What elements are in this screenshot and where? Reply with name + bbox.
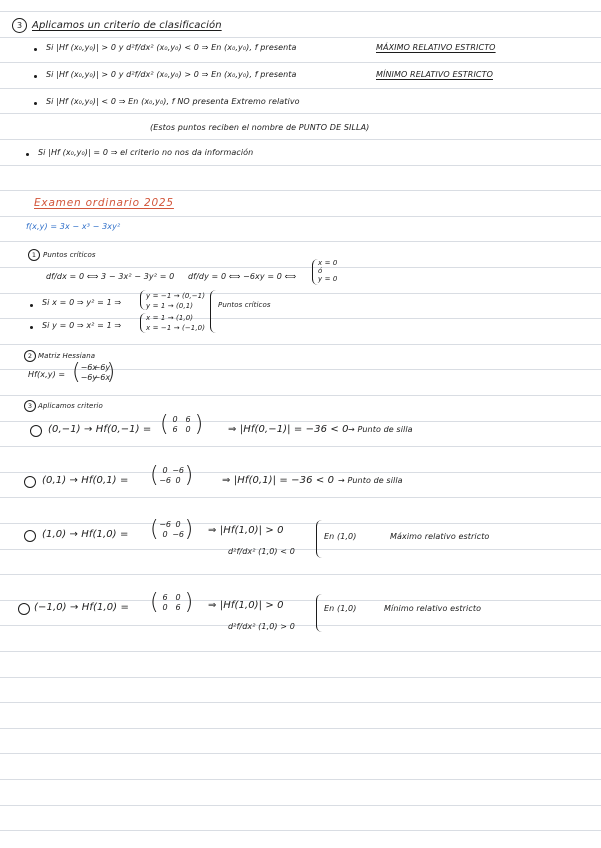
bullet [26, 153, 29, 156]
row-marker [24, 530, 36, 542]
hessian-cell: −6x [93, 373, 111, 382]
ruled-line [0, 293, 601, 294]
matrix-cell: −6 [172, 466, 184, 475]
ruled-line [0, 625, 601, 626]
row1-matrix: ( 0 6 6 0 ) [160, 412, 204, 437]
row4-matrix: ( 6 0 0 6 ) [150, 590, 194, 615]
hessian-cell: −6y [93, 363, 111, 372]
row3-at-point: En (1,0) [324, 532, 357, 541]
criterion-max-condition: Si |Hf (x₀,y₀)| > 0 y d²f/dx² (x₀,y₀) < 0 ⇒ En (x₀,y₀), f presenta [46, 43, 297, 52]
row4-point: (−1,0) → Hf(1,0) = [34, 602, 129, 613]
row2-determinant: ⇒ |Hf(0,1)| = −36 < 0 [222, 475, 335, 486]
hessian-cell: −6y [80, 373, 98, 382]
matrix-cell: −6 [159, 476, 171, 485]
matrix-cell: 6 [162, 593, 168, 602]
bullet [34, 102, 37, 105]
ruled-line [0, 523, 601, 524]
matrix-cell: 0 [175, 593, 181, 602]
function-definition: f(x,y) = 3x − x³ − 3xy² [26, 222, 121, 231]
step-number: 1 [28, 249, 40, 261]
matrix-cell: 0 [175, 476, 181, 485]
criterion-no-info: Si |Hf (x₀,y₀)| = 0 ⇒ el criterio no nos da información [38, 148, 254, 157]
ruled-line [0, 37, 601, 38]
ruled-line [0, 62, 601, 63]
bullet [30, 326, 33, 329]
row3-second-derivative: d²f/dx² (1,0) < 0 [228, 547, 295, 556]
ruled-line [0, 267, 601, 268]
row1-determinant: ⇒ |Hf(0,−1)| = −36 < 0 [228, 424, 349, 435]
critical-points-label: Puntos críticos [218, 301, 271, 309]
ruled-line [0, 472, 601, 473]
ruled-line [0, 88, 601, 89]
ruled-line [0, 421, 601, 422]
matrix-cell: 0 [162, 466, 168, 475]
system-or: ó [318, 267, 323, 275]
case-x-zero-b: y = 1 → (0,1) [146, 302, 194, 310]
ruled-line [0, 805, 601, 806]
ruled-line [0, 677, 601, 678]
step-number: 2 [24, 350, 36, 362]
step-heading: Matriz Hessiana [38, 352, 96, 360]
system-y: y = 0 [318, 275, 338, 283]
hessian-cell: −6x [80, 363, 98, 372]
ruled-line [0, 651, 601, 652]
case-x-zero: Si x = 0 ⇒ y² = 1 ⇒ [42, 298, 122, 307]
matrix-cell: 0 [162, 530, 168, 539]
criterion-min-condition: Si |Hf (x₀,y₀)| > 0 y d²f/dx² (x₀,y₀) > 0 ⇒ En (x₀,y₀), f presenta [46, 70, 297, 79]
ruled-line [0, 574, 601, 575]
criterion-saddle: Si |Hf (x₀,y₀)| < 0 ⇒ En (x₀,y₀), f NO presenta Extremo relativo [46, 97, 300, 106]
row3-matrix: ( −6 0 0 −6 ) [150, 517, 194, 542]
step-heading: Puntos críticos [43, 251, 96, 259]
row1-result: → Punto de silla [348, 425, 413, 434]
row-marker [24, 476, 36, 488]
ruled-line [0, 216, 601, 217]
partial-x-equation: df/dx = 0 ⟺ 3 − 3x² − 3y² = 0 [46, 272, 175, 281]
row2-matrix: ( 0 −6 −6 0 ) [150, 463, 194, 488]
ruled-line [0, 497, 601, 498]
matrix-cell: 0 [175, 520, 181, 529]
matrix-cell: 0 [172, 415, 178, 424]
matrix-cell: −6 [172, 530, 184, 539]
ruled-line [0, 779, 601, 780]
saddle-note: (Estos puntos reciben el nombre de PUNTO DE SILLA) [150, 123, 370, 132]
row4-result: Mínimo relativo estricto [384, 604, 482, 613]
ruled-line [0, 318, 601, 319]
matrix-cell: 6 [175, 603, 181, 612]
ruled-line [0, 549, 601, 550]
hessian-matrix: ( −6x −6y −6y −6x ) [72, 360, 116, 385]
row2-result: → Punto de silla [338, 476, 403, 485]
ruled-line [0, 830, 601, 831]
row2-point: (0,1) → Hf(0,1) = [42, 475, 129, 486]
ruled-line [0, 728, 601, 729]
row4-second-derivative: d²f/dx² (1,0) > 0 [228, 622, 295, 631]
ruled-line [0, 113, 601, 114]
criterion-min-result: MÍNIMO RELATIVO ESTRICTO [376, 70, 493, 79]
ruled-line [0, 753, 601, 754]
hessian-label: Hf(x,y) = [28, 370, 66, 379]
ruled-line [0, 600, 601, 601]
step-heading: Aplicamos criterio [38, 402, 103, 410]
row-marker [30, 425, 42, 437]
row3-determinant: ⇒ |Hf(1,0)| > 0 [208, 525, 284, 536]
exam-title: Examen ordinario 2025 [34, 197, 174, 209]
matrix-cell: −6 [159, 520, 171, 529]
ruled-line [0, 11, 601, 12]
ruled-line [0, 446, 601, 447]
bullet [30, 304, 33, 307]
row4-at-point: En (1,0) [324, 604, 357, 613]
ruled-line [0, 190, 601, 191]
matrix-cell: 0 [162, 603, 168, 612]
step-number: 3 [24, 400, 36, 412]
system-x: x = 0 [318, 259, 338, 267]
ruled-line [0, 165, 601, 166]
case-y-zero: Si y = 0 ⇒ x² = 1 ⇒ [42, 321, 122, 330]
ruled-line [0, 344, 601, 345]
partial-y-equation: df/dy = 0 ⟺ −6xy = 0 ⟺ [188, 272, 297, 281]
section-heading: Aplicamos un criterio de clasificación [32, 20, 222, 31]
row3-result: Máximo relativo estricto [390, 532, 490, 541]
bullet [34, 48, 37, 51]
critical-points-brace [210, 290, 217, 333]
ruled-line [0, 241, 601, 242]
criterion-max-result: MÁXIMO RELATIVO ESTRICTO [376, 43, 496, 52]
row4-brace [316, 594, 323, 632]
case-y-zero-a: x = 1 → (1,0) [146, 314, 194, 322]
case-x-zero-a: y = −1 → (0,−1) [146, 292, 206, 300]
matrix-cell: 6 [185, 415, 191, 424]
ruled-line [0, 139, 601, 140]
matrix-cell: 6 [172, 425, 178, 434]
section-number: 3 [12, 18, 27, 33]
row4-determinant: ⇒ |Hf(1,0)| > 0 [208, 600, 284, 611]
bullet [34, 75, 37, 78]
row3-point: (1,0) → Hf(1,0) = [42, 529, 129, 540]
ruled-line [0, 702, 601, 703]
row1-point: (0,−1) → Hf(0,−1) = [48, 424, 152, 435]
row3-brace [316, 520, 323, 558]
case-y-zero-b: x = −1 → (−1,0) [146, 324, 206, 332]
row-marker [18, 603, 30, 615]
ruled-line [0, 395, 601, 396]
matrix-cell: 0 [185, 425, 191, 434]
